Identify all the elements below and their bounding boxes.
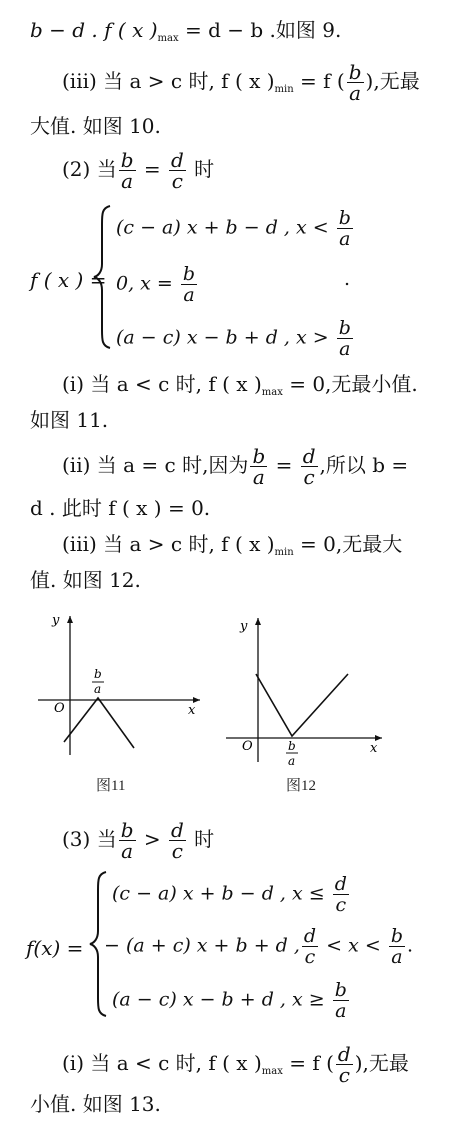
piece-end-dot: .: [344, 268, 351, 290]
fraction-b-over-a: $\frac{b}{a}$: [348, 60, 362, 105]
piece2-1-text: (c − a) x + b − d , x ≤: [112, 882, 325, 905]
fig11-frac-num: b: [94, 667, 102, 681]
text-line-7: [62, 446, 408, 487]
text-5a: (i) 当 a < c 时, f ( x ): [62, 372, 262, 396]
figure-12-caption: 图12: [286, 778, 317, 794]
text-3: 大值. 如图 10.: [30, 114, 161, 138]
piece-1-text: (c − a) x + b − d , x <: [116, 216, 329, 239]
text-4b: =: [137, 157, 167, 181]
fraction-d-over-c: $\frac{d}{c}$: [334, 873, 347, 916]
figure-11-graph: [30, 610, 210, 760]
text-line-4: [62, 150, 214, 191]
text-10: 值. 如图 12.: [30, 568, 141, 592]
fig12-frac-num: b: [288, 739, 296, 753]
text-8: d . 此时 f ( x ) = 0.: [30, 496, 211, 520]
fx2-label: f(x) =: [26, 936, 84, 960]
fraction-d-over-c: $\frac{d}{c}$: [302, 444, 316, 489]
text-9a: (iii) 当 a > c 时, f ( x ): [62, 532, 275, 556]
text-line-10: [30, 568, 141, 592]
text-2b: = f (: [293, 69, 345, 93]
fx-label: f ( x ) =: [30, 268, 107, 292]
fig12-frac-den: a: [288, 754, 296, 768]
fraction-b-over-a: $\frac{b}{a}$: [338, 317, 351, 360]
fig11-x-label: x: [188, 703, 196, 718]
fraction-d-over-c: $\frac{d}{c}$: [303, 925, 317, 968]
piece-1: [116, 208, 355, 249]
text-line-1: [30, 18, 341, 51]
text-line-13: [30, 1092, 161, 1116]
fig11-y-label: y: [52, 613, 60, 628]
piece2-1: [112, 874, 351, 915]
expr-1: b − d . f ( x ): [30, 18, 158, 42]
piecewise-label-2: [26, 936, 83, 960]
text-12b: = f (: [282, 1051, 334, 1075]
text-line-3: [30, 114, 161, 138]
fig12-x-label: x: [370, 741, 378, 756]
fraction-b-over-a: $\frac{b}{a}$: [182, 263, 196, 306]
text-11a: (3) 当: [62, 827, 117, 851]
text-2a: (iii) 当 a > c 时, f ( x ): [62, 69, 275, 93]
piece2-end-dot: .: [406, 934, 414, 957]
piece2-3: [112, 980, 351, 1021]
piece2-2-text: − (a + c) x + b + d ,: [104, 934, 300, 957]
text-5b: = 0,无最小值.: [282, 372, 418, 396]
fig12-origin-label: O: [242, 739, 253, 754]
text-7c: ,所以 b =: [319, 453, 409, 477]
fraction-d-over-c: $\frac{d}{c}$: [337, 1042, 351, 1087]
fig12-y-label: y: [240, 619, 248, 634]
text-12a: (i) 当 a < c 时, f ( x ): [62, 1051, 262, 1075]
piece2-2-mid: < x <: [320, 934, 387, 957]
fraction-b-over-a: $\frac{b}{a}$: [252, 444, 266, 489]
fraction-b-over-a: $\frac{b}{a}$: [334, 979, 347, 1022]
fraction-d-over-c: $\frac{d}{c}$: [170, 148, 184, 193]
text-line-12: [62, 1044, 409, 1085]
sub-max-5: max: [261, 387, 283, 398]
text-4a: (2) 当: [62, 157, 117, 181]
figure-12-graph: [222, 612, 392, 772]
figure-11-caption: 图11: [96, 778, 126, 794]
text-line-5: [62, 372, 418, 405]
text-line-8: [30, 496, 210, 520]
piece-2: [116, 264, 199, 305]
fraction-b-over-a: $\frac{b}{a}$: [390, 925, 403, 968]
text-11c: 时: [187, 827, 215, 851]
fig11-origin-label: O: [54, 701, 65, 716]
text-4c: 时: [187, 157, 215, 181]
text-1-tail: = d − b .如图 9.: [178, 18, 342, 42]
text-line-6: [30, 408, 108, 432]
piece-2-text: 0, x =: [116, 272, 173, 295]
fraction-b-over-a: $\frac{b}{a}$: [120, 148, 134, 193]
text-2c: ),无最: [365, 69, 420, 93]
text-line-11: [62, 820, 214, 861]
text-line-9: [62, 532, 402, 565]
text-7a: (ii) 当 a = c 时,因为: [62, 453, 249, 477]
fig11-frac-den: a: [94, 682, 102, 696]
sub-min-9: min: [274, 547, 294, 558]
sub-max-1: max: [157, 33, 179, 44]
piece2-3-text: (a − c) x − b + d , x ≥: [112, 988, 325, 1011]
left-brace-icon: [92, 204, 114, 350]
piece-3: [116, 318, 355, 359]
sub-min-2: min: [274, 84, 294, 95]
fraction-d-over-c: $\frac{d}{c}$: [170, 818, 184, 863]
fraction-b-over-a: $\frac{b}{a}$: [120, 818, 134, 863]
piece-end: [344, 268, 350, 290]
piece-3-text: (a − c) x − b + d , x >: [116, 326, 329, 349]
text-6: 如图 11.: [30, 408, 109, 432]
text-line-2: [62, 62, 420, 103]
fraction-b-over-a: $\frac{b}{a}$: [338, 207, 351, 250]
text-13: 小值. 如图 13.: [30, 1092, 161, 1116]
text-11b: >: [137, 827, 167, 851]
piece2-2: [104, 926, 413, 967]
sub-max-12: max: [261, 1066, 283, 1077]
text-12c: ),无最: [354, 1051, 409, 1075]
text-9b: = 0,无最大: [293, 532, 403, 556]
text-7b: =: [269, 453, 299, 477]
